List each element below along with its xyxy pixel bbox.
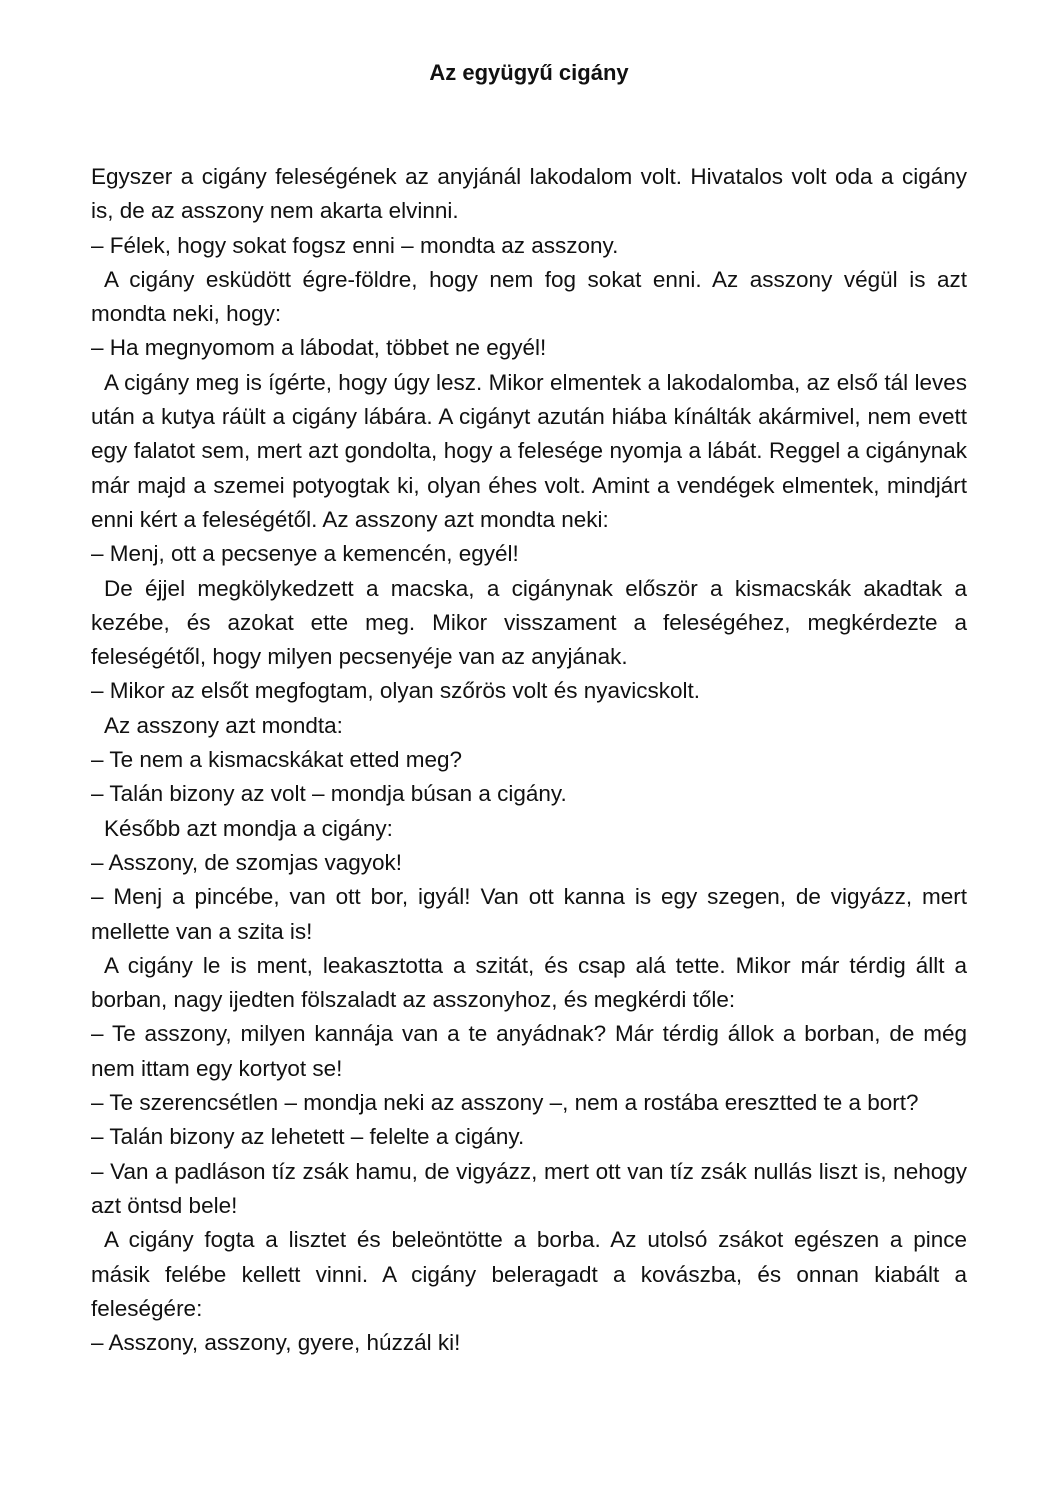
paragraph: A cigány le is ment, leakasztotta a szitát, és csap alá tette. Mikor már térdig állt a borban, nagy ijedten fölszaladt az asszonyhoz, és megkérdi tőle: — [91, 952, 967, 1013]
document-page — [91, 58, 967, 1360]
paragraph: De éjjel megkölykedzett a macska, a cigánynak először a kismacskák akadtak a kezébe, és azokat ette meg. Mikor visszament a feleségéhez, megkérdezte a feleségétől, hogy milyen pecsenyéje van az anyjának. — [91, 575, 967, 670]
dialogue-line: – Asszony, de szomjas vagyok! — [91, 849, 402, 875]
paragraph: Később azt mondja a cigány: — [104, 815, 393, 841]
paragraph: Az asszony azt mondta: — [104, 712, 343, 738]
paragraph: A cigány fogta a lisztet és beleöntötte a borba. Az utolsó zsákot egészen a pince másik felébe kellett vinni. A cigány beleragadt a kovászba, és onnan kiabált a feleségére: — [91, 1227, 967, 1321]
dialogue-line: – Te asszony, milyen kannája van a te anyádnak? Már térdig állok a borban, de még nem ittam egy kortyot se! — [91, 1021, 967, 1081]
dialogue-line: – Van a padláson tíz zsák hamu, de vigyázz, mert ott van tíz zsák nullás liszt is, nehogy azt öntsd bele! — [91, 1158, 967, 1218]
dialogue-line: – Mikor az elsőt megfogtam, olyan szőrös volt és nyavicskolt. — [91, 678, 700, 704]
story-body — [91, 160, 967, 1360]
paragraph: Egyszer a cigány feleségének az anyjánál lakodalom volt. Hivatalos volt oda a cigány is, de az asszony nem akarta elvinni. — [91, 164, 967, 224]
dialogue-line: – Ha megnyomom a lábodat, többet ne egyél! — [91, 335, 547, 361]
dialogue-line: – Te nem a kismacskákat etted meg? — [91, 747, 463, 773]
dialogue-line: – Menj a pincébe, van ott bor, igyál! Van ott kanna is egy szegen, de vigyázz, mert mellette van a szita is! — [91, 884, 967, 944]
document-title: Az együgyű cigány — [429, 60, 629, 85]
dialogue-line: – Talán bizony az lehetett – felelte a cigány. — [91, 1124, 525, 1150]
dialogue-line: – Te szerencsétlen – mondja neki az asszony –, nem a rostába eresztted te a bort? — [91, 1090, 919, 1116]
dialogue-line: – Félek, hogy sokat fogsz enni – mondta az asszony. — [91, 232, 619, 258]
dialogue-line: – Talán bizony az volt – mondja búsan a cigány. — [91, 781, 567, 807]
paragraph: A cigány esküdött égre-földre, hogy nem fog sokat enni. Az asszony végül is azt mondta neki, hogy: — [91, 266, 967, 327]
dialogue-line: – Asszony, asszony, gyere, húzzál ki! — [91, 1330, 461, 1356]
paragraph: A cigány meg is ígérte, hogy úgy lesz. Mikor elmentek a lakodalomba, az első tál leves után a kutya ráült a cigány lábára. A cigányt azután hiába kínálták akármivel, nem evett egy falatot sem, mert azt gondolta, hogy a felesége nyomja a lábát. Reggel a cigánynak már majd a szemei potyogtak ki, olyan éhes volt. Amint a vendégek elmentek, mindjárt enni kért a feleségétől. Az asszony azt mondta neki: — [91, 369, 967, 532]
dialogue-line: – Menj, ott a pecsenye a kemencén, egyél! — [91, 541, 519, 567]
